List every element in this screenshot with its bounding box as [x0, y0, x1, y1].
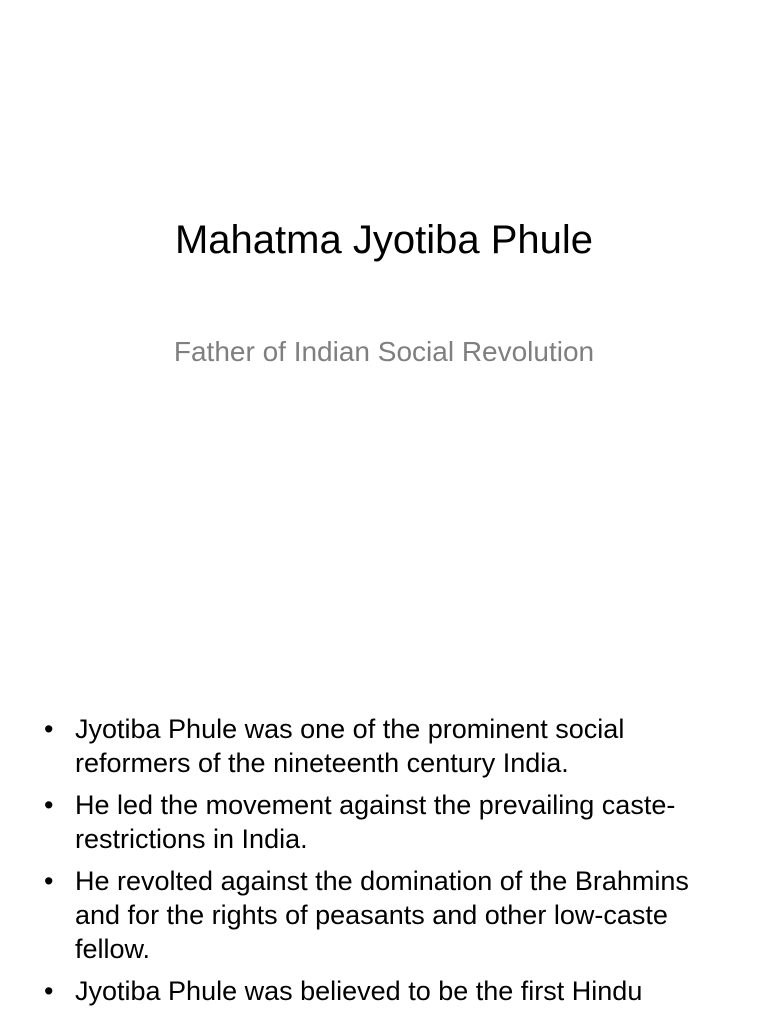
bullet-item	[44, 788, 734, 856]
bullet-list	[44, 712, 734, 1016]
bullet-text: Jyotiba Phule was believed to be the first Hindu	[75, 976, 643, 1006]
bullet-text: He revolted against the domination of the Brahmins and for the rights of peasants and other low-caste fellow.	[75, 866, 689, 964]
bullet-icon: •	[44, 976, 54, 1006]
slide-title: Mahatma Jyotiba Phule	[174, 218, 593, 262]
bullet-icon: •	[44, 790, 54, 820]
slide-subtitle: Father of Indian Social Revolution	[173, 336, 595, 367]
bullet-item	[44, 864, 734, 966]
bullet-text: He led the movement against the prevailing caste-restrictions in India.	[75, 790, 676, 854]
bullet-item	[44, 974, 734, 1008]
bullet-icon: •	[44, 866, 54, 896]
content-slide	[0, 576, 768, 1024]
bullet-item	[44, 712, 734, 780]
bullet-text: Jyotiba Phule was one of the prominent social reformers of the nineteenth century India.	[75, 714, 625, 778]
bullet-icon: •	[44, 714, 54, 744]
